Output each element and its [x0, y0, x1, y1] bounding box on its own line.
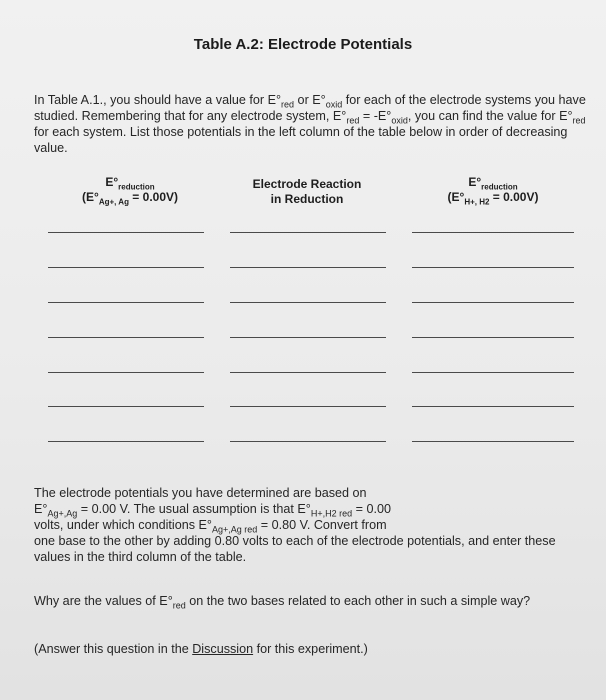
column-header-electrode-reaction: Electrode Reaction in Reduction — [252, 177, 362, 206]
blank-line-h-6[interactable] — [412, 406, 574, 407]
blank-line-reaction-2[interactable] — [230, 267, 386, 268]
blank-line-ag-6[interactable] — [48, 406, 204, 407]
blank-line-reaction-5[interactable] — [230, 372, 386, 373]
blank-line-ag-4[interactable] — [48, 337, 204, 338]
blank-line-h-2[interactable] — [412, 267, 574, 268]
blank-line-h-4[interactable] — [412, 337, 574, 338]
blank-line-h-7[interactable] — [412, 441, 574, 442]
discussion-link[interactable]: Discussion — [192, 642, 254, 656]
blank-line-reaction-1[interactable] — [230, 232, 386, 233]
conversion-paragraph: The electrode potentials you have determined are based on $E^\circ_{Ag+,Ag} = 0.00$ V. The usual assumption is that $E^\circ_{H+,H2 red} = 0.00$ volts, under which conditions $E^\circ_{Ag+,Ag red} = 0.80$ V. Convert from one base to the other by adding 0.80 volts to each of the electrode potentials, and enter these values in the third column of the table. — [34, 486, 556, 564]
blank-line-h-1[interactable] — [412, 232, 574, 233]
blank-line-ag-7[interactable] — [48, 441, 204, 442]
answer-instruction: (Answer this question in the Discussion for this experiment.) — [34, 642, 368, 656]
question-paragraph: Why are the values of $E^\circ_{red}$ on the two bases related to each other in such a simple way? — [34, 594, 531, 611]
column-header-ag-basis: $E^\circ_{reduction}$ $(E^\circ_{Ag+, Ag} = 0.00V)$ — [82, 175, 178, 207]
page-title: Table A.2: Electrode Potentials — [193, 36, 413, 53]
blank-line-reaction-4[interactable] — [230, 337, 386, 338]
blank-line-reaction-6[interactable] — [230, 406, 386, 407]
blank-line-ag-3[interactable] — [48, 302, 204, 303]
blank-line-ag-5[interactable] — [48, 372, 204, 373]
column-header-h-basis: $E^\circ_{reduction}$ $(E^\circ_{H+, H2} = 0.00V)$ — [447, 175, 539, 207]
intro-paragraph: In Table A.1., you should have a value for $E^\circ_{red}$ or $E^\circ_{oxid}$ for each of the electrode systems you have studied. Remembering that for any electrode system, $E^\circ_{red} = -E^\circ_{oxid}$, you can find the value for $E^\circ_{red}$ for each system. List those potentials in the left column of the table below in order of decreasing value. — [34, 93, 586, 155]
blank-line-h-3[interactable] — [412, 302, 574, 303]
blank-line-h-5[interactable] — [412, 372, 574, 373]
blank-line-ag-2[interactable] — [48, 267, 204, 268]
blank-line-ag-1[interactable] — [48, 232, 204, 233]
blank-line-reaction-7[interactable] — [230, 441, 386, 442]
blank-line-reaction-3[interactable] — [230, 302, 386, 303]
